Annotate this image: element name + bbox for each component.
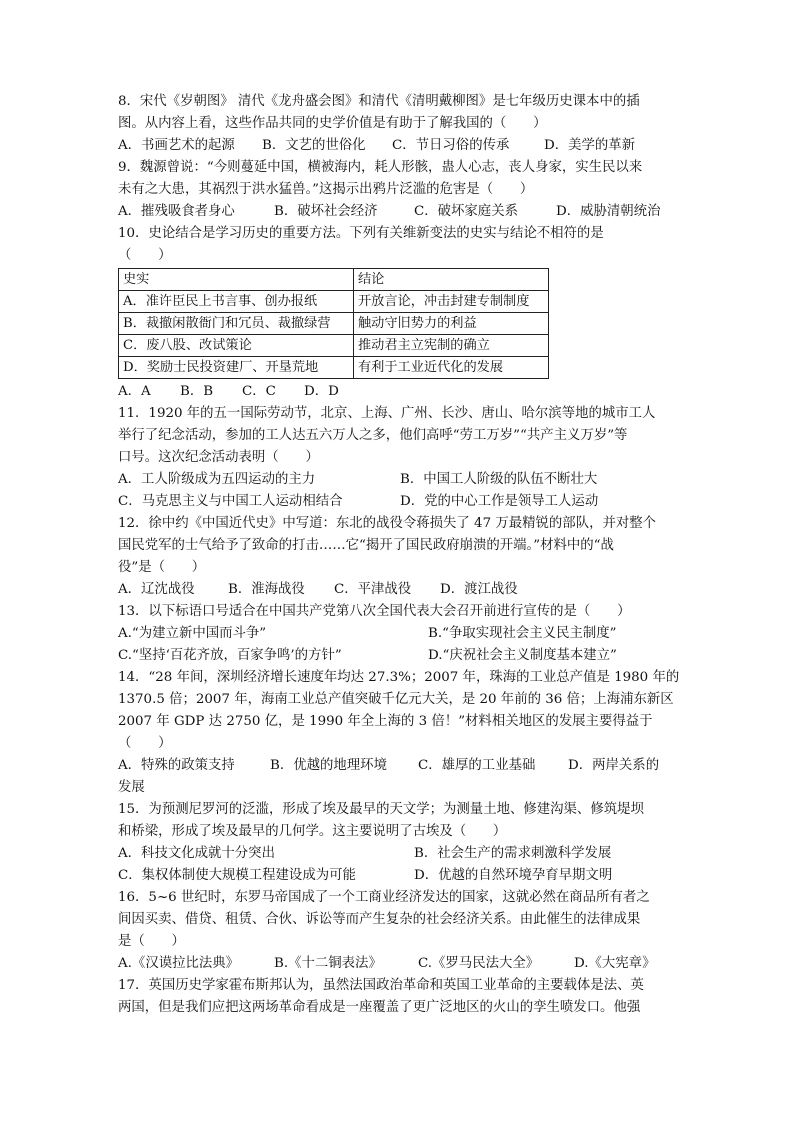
- q13-option-d: D.“庆祝社会主义制度基本建立”: [428, 648, 617, 663]
- q11-option-d: D．党的中心工作是领导工人运动: [400, 494, 599, 509]
- table-cell: C．废八股、改试策论: [119, 335, 354, 357]
- q9-stem-line2: 未有之大患，其祸烈于洪水猛兽。”这揭示出鸦片泛滥的危害是（ ）: [118, 182, 534, 197]
- q16-option-a: A.《汉谟拉比法典》: [118, 956, 240, 971]
- q15-option-d: D．优越的自然环境孕育早期文明: [414, 868, 613, 883]
- q9-option-c: C．破坏家庭关系: [414, 204, 518, 219]
- q9-option-d: D．威胁清朝统治: [556, 204, 661, 219]
- q12-stem-line3: 役”是（ ）: [118, 560, 206, 575]
- table-row: [119, 313, 549, 335]
- q14-option-d-tail: 发展: [118, 780, 145, 795]
- q8-option-a: A．书画艺术的起源: [118, 138, 235, 153]
- q8-stem-line2: 图。从内容上看，这些作品共同的史学价值是有助于了解我国的（ ）: [118, 116, 547, 131]
- q8-option-d: D．美学的革新: [544, 138, 636, 153]
- q11-stem-line1: 11．1920 年的五一国际劳动节，北京、上海、广州、长沙、唐山、哈尔滨等地的城市工人: [118, 406, 656, 421]
- q10-option-c: C．C: [242, 384, 276, 399]
- table-cell: 触动守旧势力的利益: [354, 313, 549, 335]
- q12-option-d: D．渡江战役: [440, 582, 518, 597]
- table-cell: 有利于工业近代化的发展: [354, 357, 549, 379]
- q16-stem-line1: 16．5~6 世纪时，东罗马帝国成了一个工商业经济发达的国家，这就必然在商品所有者之: [118, 890, 650, 905]
- q15-option-b: B．社会生产的需求刺激科学发展: [414, 846, 612, 861]
- q16-stem-line2: 间因买卖、借贷、租赁、合伙、诉讼等而产生复杂的社会经济关系。由此催生的法律成果: [118, 912, 641, 927]
- q8-option-c: C．节日习俗的传承: [392, 138, 510, 153]
- q10-option-b: B．B: [180, 384, 214, 399]
- q15-stem-line1: 15．为预测尼罗河的泛滥，形成了埃及最早的天文学；为测量土地、修建沟渠、修筑堤坝: [118, 802, 644, 817]
- q9-option-a: A．摧残吸食者身心: [118, 204, 235, 219]
- q14-stem-line3: 2007 年 GDP 达 2750 亿，是 1990 年全上海的 3 倍！”材料相关地区的发展主要得益于: [118, 714, 653, 729]
- q12-option-a: A．辽沈战役: [118, 582, 195, 597]
- q16-stem-line3: 是（ ）: [118, 934, 185, 949]
- q12-stem-line2: 国民党军的士气给予了致命的打击……它“揭开了国民政府崩溃的开端。”材料中的“战: [118, 538, 614, 553]
- q13-option-a: A.“为建立新中国而斗争”: [118, 626, 267, 641]
- table-row: [119, 357, 549, 379]
- q15-option-a: A．科技文化成就十分突出: [118, 846, 275, 861]
- q13-stem-line1: 13．以下标语口号适合在中国共产党第八次全国代表大会召开前进行宣传的是（ ）: [118, 604, 631, 619]
- q9-stem-line1: 9．魏源曾说：“今则蔓延中国，横被海内，耗人形骸，蛊人心志，丧人身家，实生民以来: [118, 160, 643, 175]
- table-cell: 开放言论，冲击封建专制制度: [354, 291, 549, 313]
- q8-option-b: B．文艺的世俗化: [262, 138, 366, 153]
- q14-option-c: C．雄厚的工业基础: [418, 758, 536, 773]
- q11-option-c: C．马克思主义与中国工人运动相结合: [118, 494, 343, 509]
- table-row: [119, 291, 549, 313]
- q14-stem-line1: 14．“28 年间，深圳经济增长速度年均达 27.3%；2007 年，珠海的工业总产值是 1980 年的: [118, 670, 680, 685]
- q9-option-b: B．破坏社会经济: [274, 204, 378, 219]
- q10-option-a: A．A: [118, 384, 151, 399]
- table-header-row: [119, 269, 549, 291]
- q14-option-a: A．特殊的政策支持: [118, 758, 235, 773]
- q11-option-b: B．中国工人阶级的队伍不断壮大: [400, 472, 598, 487]
- q8-stem-line1: 8．宋代《岁朝图》 清代《龙舟盛会图》和清代《清明戴柳图》是七年级历史课本中的插: [118, 94, 640, 109]
- q13-option-c: C.“坚持‘百花齐放，百家争鸣’的方针”: [118, 648, 342, 663]
- q16-option-d: D.《大宪章》: [574, 956, 656, 971]
- q10-stem-line2: （ ）: [118, 248, 172, 263]
- q16-option-c: C.《罗马民法大全》: [418, 956, 540, 971]
- q12-option-b: B．淮海战役: [228, 582, 305, 597]
- q14-option-b: B．优越的地理环境: [270, 758, 387, 773]
- q16-option-b: B.《十二铜表法》: [274, 956, 382, 971]
- q12-stem-line1: 12．徐中约《中国近代史》中写道：东北的战役令蒋损失了 47 万最精锐的部队，并对整个: [118, 516, 657, 531]
- table-header-cell: 结论: [354, 269, 549, 291]
- q15-option-c: C．集权体制使大规模工程建设成为可能: [118, 868, 356, 883]
- table-header-cell: 史实: [119, 269, 354, 291]
- q14-stem-line4: （ ）: [118, 736, 172, 751]
- q14-option-d: D．两岸关系的: [568, 758, 660, 773]
- q10-option-d: D．D: [304, 384, 339, 399]
- table-row: [119, 335, 549, 357]
- q17-stem-line1: 17．英国历史学家霍布斯邦认为，虽然法国政治革命和英国工业革命的主要载体是法、英: [118, 978, 644, 993]
- q17-stem-line2: 两国，但是我们应把这两场革命看成是一座覆盖了更广泛地区的火山的孪生喷发口。他强: [118, 1000, 641, 1015]
- q15-stem-line2: 和桥梁，形成了埃及最早的几何学。这主要说明了古埃及（ ）: [118, 824, 507, 839]
- q13-option-b: B.“争取实现社会主义民主制度”: [428, 626, 617, 641]
- q10-table: [118, 268, 549, 379]
- q14-stem-line2: 1370.5 倍；2007 年，海南工业总产值突破千亿元大关，是 20 年前的 36 倍；上海浦东新区: [118, 692, 674, 707]
- table-cell: D．奖励士民投资建厂、开垦荒地: [119, 357, 354, 379]
- q11-stem-line2: 举行了纪念活动，参加的工人达五六万人之多，他们高呼“劳工万岁”“共产主义万岁”等: [118, 428, 628, 443]
- q12-option-c: C．平津战役: [334, 582, 412, 597]
- table-cell: A．准许臣民上书言事、创办报纸: [119, 291, 354, 313]
- q10-stem-line1: 10．史论结合是学习历史的重要方法。下列有关维新变法的史实与结论不相符的是: [118, 226, 604, 241]
- table-cell: 推动君主立宪制的确立: [354, 335, 549, 357]
- table-cell: B．裁撤闲散衙门和冗员、裁撤绿营: [119, 313, 354, 335]
- q11-stem-line3: 口号。这次纪念活动表明（ ）: [118, 450, 319, 465]
- q11-option-a: A．工人阶级成为五四运动的主力: [118, 472, 316, 487]
